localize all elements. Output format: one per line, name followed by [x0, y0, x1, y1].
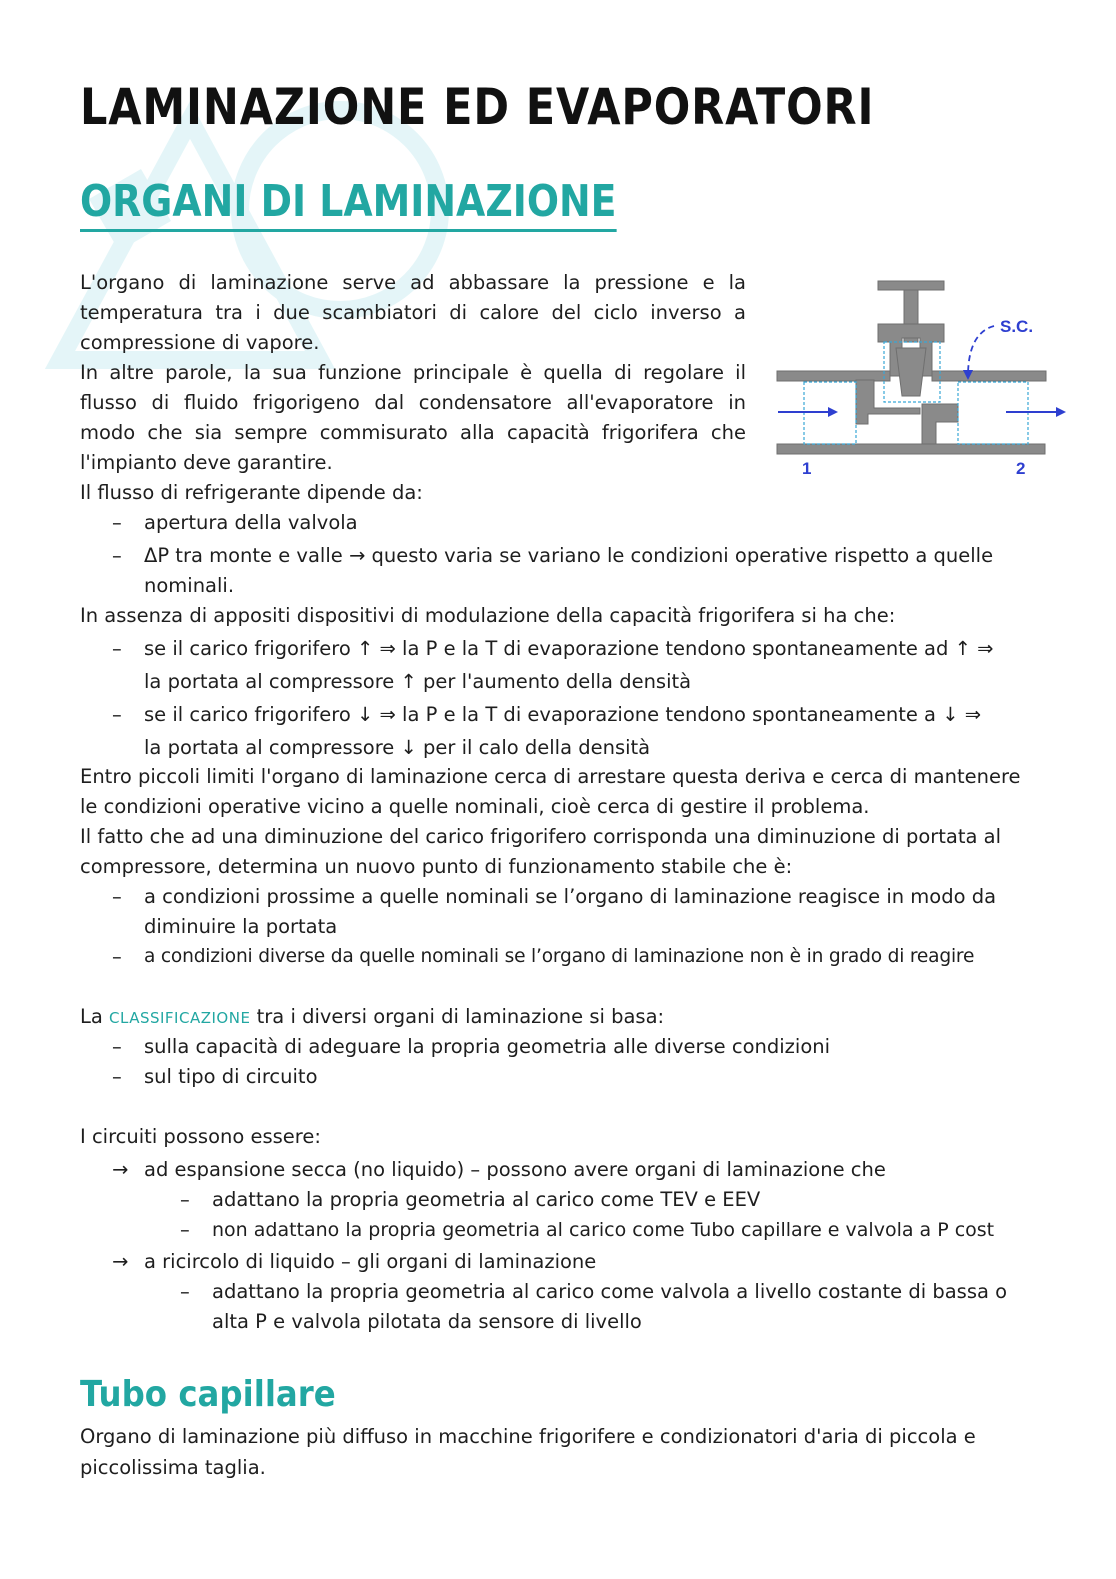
list-item-text: adattano la propria geometria al carico come valvola a livello costante di bassa o [212, 1280, 1008, 1303]
dash-bullet: – [112, 1065, 122, 1088]
dash-bullet: – [112, 885, 122, 908]
label-inlet: 1 [802, 459, 812, 478]
intro-paragraph [80, 268, 746, 478]
list-item-text: alta P e valvola pilotata da sensore di livello [212, 1310, 642, 1333]
classification-highlight: CLASSIFICAZIONE [109, 1009, 251, 1027]
circuits-intro: I circuiti possono essere: [80, 1125, 321, 1148]
label-outlet: 2 [1016, 459, 1026, 478]
list-item-text: se il carico frigorifero ↓ ⇒ la P e la T di evaporazione tendono spontaneamente a ↓ ⇒ [144, 703, 982, 726]
right-arrow-icon: → [112, 1250, 129, 1273]
list-item-text: la portata al compressore ↓ per il calo della densità [144, 736, 651, 759]
dash-bullet: – [112, 945, 122, 968]
intro-line: l'impianto deve garantire. [80, 451, 333, 474]
fact-line: Il fatto che ad una diminuzione del carico frigorifero corrisponda una diminuzione di portata al [80, 825, 1002, 848]
classification-post: tra i diversi organi di laminazione si basa: [256, 1005, 665, 1028]
list-item-text: diminuire la portata [144, 915, 338, 938]
limits-line: le condizioni operative vicino a quelle nominali, cioè cerca di gestire il problema. [80, 795, 870, 818]
dash-bullet: – [180, 1218, 190, 1241]
list-item-text: non adattano la propria geometria al carico come Tubo capillare e valvola a P cost [212, 1219, 995, 1241]
intro-line: compressione di vapore. [80, 331, 320, 354]
dash-bullet: – [112, 511, 122, 534]
classification-pre: La [80, 1005, 103, 1028]
fact-line: compressore, determina un nuovo punto di funzionamento stabile che è: [80, 855, 793, 878]
dash-bullet: – [112, 1035, 122, 1058]
intro-line: L'organo di laminazione serve ad abbassare la pressione e la [80, 271, 746, 294]
list-item-text: se il carico frigorifero ↑ ⇒ la P e la T di evaporazione tendono spontaneamente ad ↑ ⇒ [144, 637, 994, 660]
list-item-text: apertura della valvola [144, 511, 358, 534]
sc-pointer [968, 326, 994, 376]
list-item-text: sulla capacità di adeguare la propria geometria alle diverse condizioni [144, 1035, 831, 1058]
dash-bullet: – [180, 1280, 190, 1303]
outlet-arrow-icon [1006, 407, 1066, 417]
list-item-text: nominali. [144, 574, 235, 597]
list-item-text: la portata al compressore ↑ per l'aumento della densità [144, 670, 692, 693]
dash-bullet: – [112, 637, 122, 660]
section-title: ORGANI DI LAMINAZIONE [80, 176, 617, 232]
classification-line [80, 1002, 664, 1033]
valve-body [777, 281, 1046, 454]
page-title: LAMINAZIONE ED EVAPORATORI [80, 78, 875, 136]
list-item-text: a condizioni prossime a quelle nominali se l’organo di laminazione reagisce in modo da [144, 885, 997, 908]
valve-diagram [770, 276, 1070, 482]
dash-bullet: – [112, 544, 122, 567]
capillary-line: piccolissima taglia. [80, 1456, 266, 1479]
capillary-line: Organo di laminazione più diffuso in macchine frigorifere e condizionatori d'aria di piccola e [80, 1425, 976, 1448]
intro-line: temperatura tra i due scambiatori di calore del ciclo inverso a [80, 301, 746, 324]
inlet-arrow-icon [778, 407, 838, 417]
list-item-text: sul tipo di circuito [144, 1065, 318, 1088]
list-item-text: ΔP tra monte e valle → questo varia se variano le condizioni operative rispetto a quelle [144, 544, 994, 567]
absence-intro: In assenza di appositi dispositivi di modulazione della capacità frigorifera si ha che: [80, 604, 896, 627]
list-item-text: adattano la propria geometria al carico come TEV e EEV [212, 1188, 761, 1211]
list-item-text: a ricircolo di liquido – gli organi di laminazione [144, 1250, 597, 1273]
intro-line: modo che sia sempre commisurato alla capacità frigorifera che [80, 421, 746, 444]
limits-line: Entro piccoli limiti l'organo di laminazione cerca di arrestare questa deriva e cerca di mantenere [80, 765, 1021, 788]
subsection-title: Tubo capillare [80, 1374, 336, 1415]
dash-bullet: – [180, 1188, 190, 1211]
dash-bullet: – [112, 703, 122, 726]
right-arrow-icon: → [112, 1158, 129, 1181]
intro-line: In altre parole, la sua funzione principale è quella di regolare il [80, 361, 746, 384]
label-sc: S.C. [1000, 317, 1034, 336]
flow-intro: Il flusso di refrigerante dipende da: [80, 481, 423, 504]
intro-line: flusso di fluido frigorigeno dal condensatore all'evaporatore in [80, 391, 746, 414]
list-item-text: ad espansione secca (no liquido) – possono avere organi di laminazione che [144, 1158, 886, 1181]
list-item-text: a condizioni diverse da quelle nominali se l’organo di laminazione non è in grado di reagire [144, 946, 975, 967]
